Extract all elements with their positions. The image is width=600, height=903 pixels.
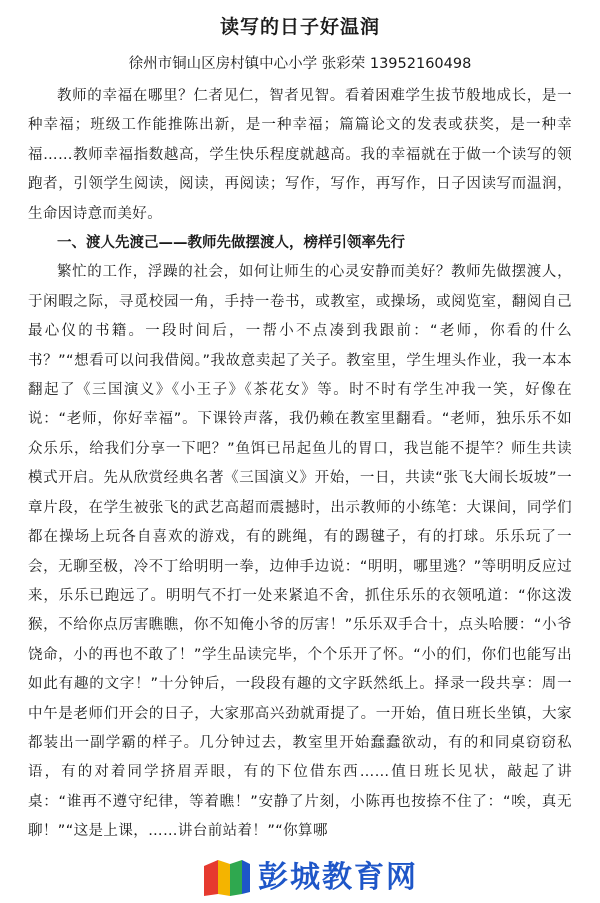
document-title: 读写的日子好温润 [219,16,380,38]
author-byline: 徐州市铜山区房村镇中心小学 张彩荣 13952160498 [128,56,472,72]
body-paragraph: 繁忙的工作，浮躁的社会，如何让师生的心灵安静而美好？教师先做摆渡人，于闲暇之际，寻觅校园一角，手持一卷书，或教室，或操场，或阅览室，翻阅自己最心仪的书籍。一段时间后，一帮小不点凑到我跟前：“老师，你看的什么书？”“想看可以问我借阅。”我故意卖起了关子。教室里，学生埋头作业，我一本本翻起了《三国演义》《小王子》《茶花女》等。时不时有学生冲我一笑，好像在说：“老师，你好幸福”。下课铃声落，我仍赖在教室里翻看。“老师，独乐乐不如众乐乐，给我们分享一下吧？”鱼饵已吊起鱼儿的胃口，我岂能不提竿？师生共读模式开启。先从欣赏经典名著《三国演义》开始，一日，共读“张飞大闹长坂坡”一章片段，在学生被张飞的武艺高超而震撼时，出示教师的小练笔：大课间，同学们都在操场上玩各自喜欢的游戏，有的跳绳，有的踢毽子，有的打球。乐乐玩了一会，无聊至极，冷不丁给明明一拳，边伸手边说：“明明，哪里逃？”等明明反应过来，乐乐已跑远了。明明气不打一处来紧追不舍，抓住乐乐的衣领吼道：“你这泼猴，不给你点厉害瞧瞧，你不知俺小爷的厉害！”乐乐双手合十，点头哈腰：“小爷饶命，小的再也不敢了！”学生品读完毕，个个乐开了怀。“小的们，你们也能写出如此有趣的文字！”十分钟后，一段段有趣的文字跃然纸上。择录一段共享：周一中午是老师们开会的日子，大家那高兴劲就甭提了。一开始，值日班长坐镇，大家都装出一副学霸的样子。几分钟过去，教室里开始蠢蠢欲动，有的和同桌窃窃私语，有的对着同学挤眉弄眼，有的下位借东西……值日班长见状，敲起了讲桌：“谁再不遵守纪律，等着瞧！”安静了片刻，小陈再也按捺不住了：“唉，真无聊！”“这是上课，……讲台前站着！”“你算哪 [28,264,572,840]
watermark-text: 彭城教育网 [258,860,418,895]
book-logo-icon [200,858,252,898]
section-heading: 一、渡人先渡己——教师先做摆渡人，榜样引领率先行 [57,235,405,252]
watermark [0,852,600,903]
intro-paragraph: 教师的幸福在哪里？仁者见仁，智者见智。看着困难学生拔节般地成长，是一种幸福；班级工作能推陈出新，是一种幸福；篇篇论文的发表或获奖，是一种幸福……教师幸福指数越高，学生快乐程度就越高。我的幸福就在于做一个读写的领跑者，引领学生阅读，阅读，再阅读；写作，写作，再写作，日子因读写而温润，生命因诗意而美好。 [28,88,572,222]
